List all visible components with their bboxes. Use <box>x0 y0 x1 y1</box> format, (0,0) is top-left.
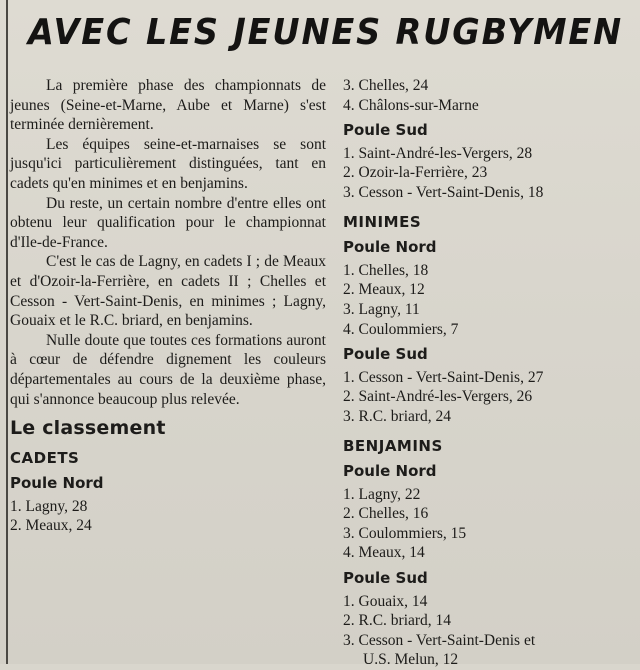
standing-row: 3. Lagny, 11 <box>343 300 420 318</box>
minimes-poule-sud-title: Poule Sud <box>343 345 428 364</box>
minimes-title: MINIMES <box>343 212 422 231</box>
standing-row: 1. Gouaix, 14 <box>343 592 428 610</box>
intro-paragraph: C'est le cas de Lagny, en cadets I ; de Meaux et d'Ozoir-la-Ferrière, en cadets II ; Chelles et Cesson - Vert-Saint-Denis, en minimes ; Lagny, Gouaix et le R.C. briard, en benjamins. <box>10 253 326 330</box>
standing-row: 3. Coulommiers, 15 <box>343 524 467 542</box>
headline: AVEC LES JEUNES RUGBYMEN <box>28 12 624 53</box>
standing-row: 2. Meaux, 24 <box>10 517 92 535</box>
standing-row: 1. Saint-André-les-Vergers, 28 <box>343 144 533 162</box>
cadets-poule-nord-title: Poule Nord <box>10 474 104 493</box>
right-column <box>343 76 638 670</box>
intro-paragraph: Nulle doute que toutes ces formations auront à cœur de défendre dignement les couleurs départementales au cours de la deuxième phase, qui s'annonce beaucoup plus relevée. <box>10 331 326 408</box>
standing-row: 3. Cesson - Vert-Saint-Denis et <box>343 631 536 649</box>
standing-row: 2. Ozoir-la-Ferrière, 23 <box>343 164 488 182</box>
standing-row: 4. Coulommiers, 7 <box>343 320 459 338</box>
standing-row: U.S. Melun, 12 <box>363 651 459 669</box>
cadets-poule-sud-title: Poule Sud <box>343 121 428 140</box>
classement-title: Le classement <box>10 417 166 440</box>
cadets-title: CADETS <box>10 448 80 467</box>
intro-paragraph: Du reste, un certain nombre d'entre elles ont obtenu leur qualification pour le championnat d'Ile-de-France. <box>10 194 326 251</box>
benjamins-poule-sud-title: Poule Sud <box>343 569 428 588</box>
standing-row: 1. Cesson - Vert-Saint-Denis, 27 <box>343 368 544 386</box>
benjamins-poule-nord-title: Poule Nord <box>343 462 437 481</box>
column-rule <box>6 0 8 664</box>
intro-paragraph: La première phase des championnats de jeunes (Seine-et-Marne, Aube et Marne) s'est terminée dernièrement. <box>10 77 326 134</box>
standing-row: 3. R.C. briard, 24 <box>343 407 452 425</box>
standing-row: 3. Cesson - Vert-Saint-Denis, 18 <box>343 183 544 201</box>
minimes-poule-nord-title: Poule Nord <box>343 238 437 257</box>
standing-row: 4. Châlons-sur-Marne <box>343 96 479 114</box>
intro-paragraph: Les équipes seine-et-marnaises se sont jusqu'ici particulièrement distinguées, tant en cadets qu'en minimes et en benjamins. <box>10 135 326 192</box>
left-column <box>10 76 326 536</box>
standing-row: 2. Saint-André-les-Vergers, 26 <box>343 388 533 406</box>
standing-row: 3. Chelles, 24 <box>343 77 429 94</box>
standing-row: 4. Meaux, 14 <box>343 544 425 562</box>
standing-row: 1. Lagny, 28 <box>10 497 88 515</box>
standing-row: 2. R.C. briard, 14 <box>343 612 452 630</box>
standing-row: 1. Chelles, 18 <box>343 261 429 279</box>
standing-row: 2. Chelles, 16 <box>343 505 429 523</box>
standing-row: 1. Lagny, 22 <box>343 485 421 503</box>
benjamins-title: BENJAMINS <box>343 436 443 455</box>
standing-row: 2. Meaux, 12 <box>343 281 425 299</box>
